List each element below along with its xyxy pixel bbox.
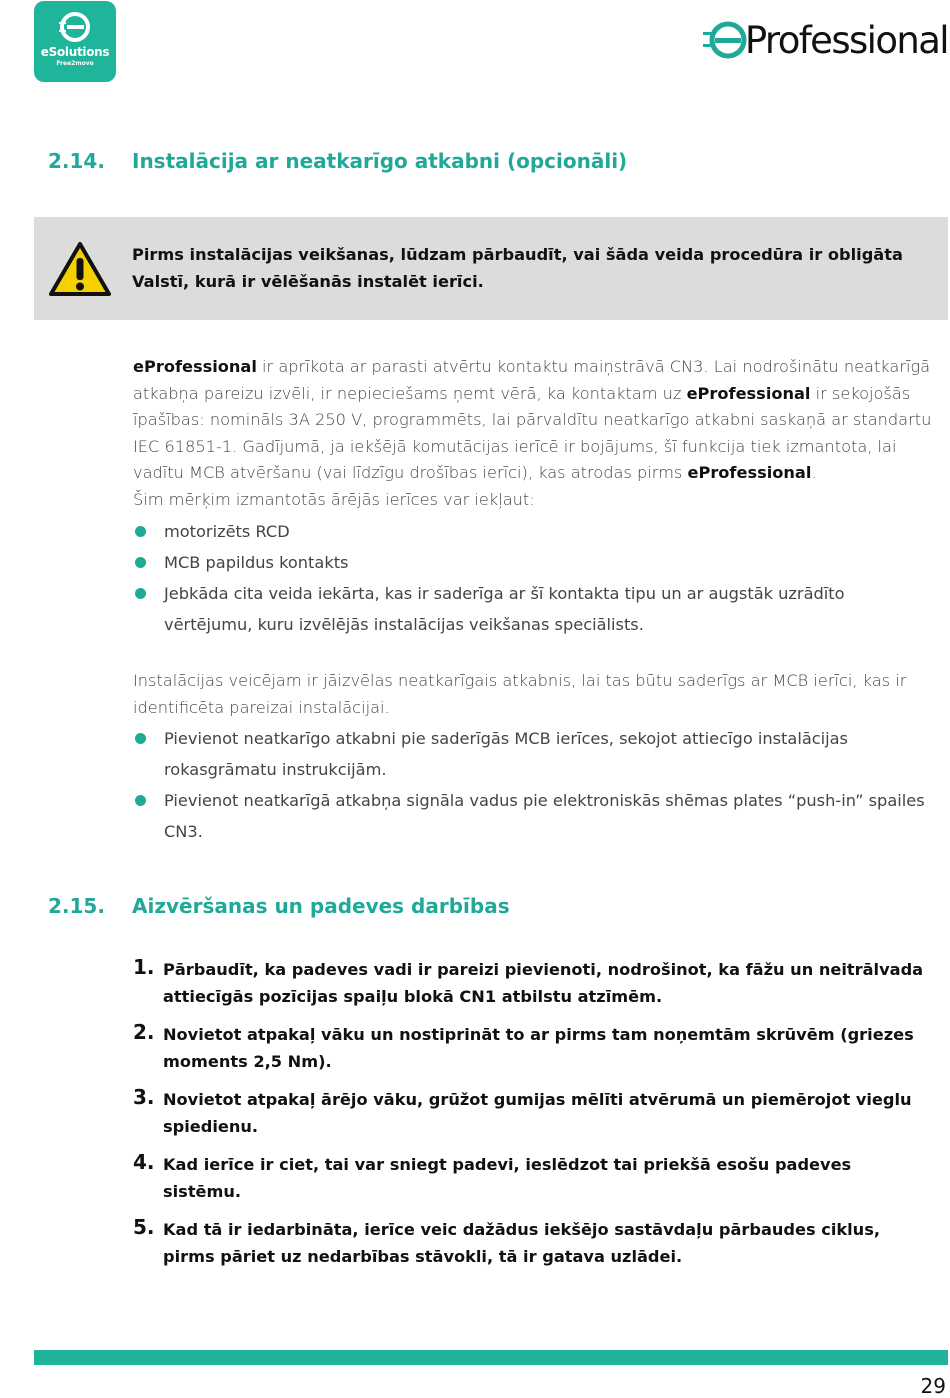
warning-text: Pirms instalācijas veikšanas, lūdzam pārbaudīt, vai šāda veida procedūra ir obligāta Valstī, kurā ir vēlēšanās instalēt ierīci.	[132, 245, 903, 291]
step-number: 4.	[133, 1150, 155, 1174]
step-text: Novietot atpakaļ vāku un nostiprināt to ar pirms tam noņemtām skrūvēm (griezes moments 2,5 Nm).	[163, 1025, 914, 1071]
paragraph-text: ir aprīkota ar parasti atvērtu kontaktu maiņstrāvā CN3. Lai nodrošinātu neatkarīgā atkabņa pareizu izvēli, ir nepieciešams ņemt vērā, ka kontaktam uz	[133, 357, 931, 403]
eprofessional-logo	[701, 14, 948, 66]
section-heading	[48, 894, 510, 918]
section-number: 2.14.	[48, 149, 105, 173]
logo-wordmark: Professional	[744, 18, 948, 62]
list-item	[133, 578, 933, 640]
paragraph-text: .	[811, 463, 817, 483]
bullet-dot	[135, 733, 146, 744]
paragraph-text: ir sekojošās īpašības: nomināls 3A 250 V, programmēts, lai pārvaldītu neatkarīgo atkabni saskaņā ar standartu IEC 61851-1. Gadījumā, ja iekšējā komutācijas ierīcē ir bojājums, šī funkcija tiek izmantota, lai vadītu MCB atvēršanu (vai līdzīgu drošības ierīci), kas atrodas pirms	[133, 383, 932, 483]
paragraph-text: Šim mērķim izmantotās ārējās ierīces var iekļaut:	[133, 489, 535, 509]
installer-paragraph: Instalācijas veicējam ir jāizvēlas neatkarīgais atkabnis, lai tas būtu saderīgs ar MCB ierīci, kas ir identificēta pareizai instalācijai.	[133, 671, 907, 717]
logo-text: eSolutions	[40, 45, 110, 59]
section-title: Instalācija ar neatkarīgo atkabni (opcionāli)	[132, 149, 628, 173]
list-item-text: Jebkāda cita veida iekārta, kas ir saderīga ar šī kontakta tipu un ar augstāk uzrādīto vērtējumu, kuru izvēlējās instalācijas veikšanas speciālists.	[164, 584, 845, 634]
product-name: eProfessional	[686, 383, 811, 403]
step-text: Kad tā ir iedarbināta, ierīce veic dažādus iekšējo sastāvdaļu pārbaudes ciklus, pirms pāriet uz nedarbības stāvokli, tā ir gatava uzlādei.	[163, 1220, 880, 1266]
step-number: 2.	[133, 1020, 155, 1044]
step-item	[133, 1216, 933, 1270]
list-item	[133, 516, 933, 547]
step-item	[133, 1021, 933, 1075]
instruction-list	[133, 723, 933, 847]
bullet-dot	[135, 557, 146, 568]
esolutions-logo	[34, 1, 116, 82]
step-item	[133, 956, 933, 1010]
device-list	[133, 516, 933, 640]
product-name: eProfessional	[133, 357, 257, 376]
step-item	[133, 1151, 933, 1205]
step-number: 3.	[133, 1085, 155, 1109]
page-number: 29	[920, 1374, 946, 1398]
step-number: 5.	[133, 1215, 155, 1239]
bullet-dot	[135, 588, 146, 599]
closing-steps-list	[133, 956, 933, 1281]
warning-triangle-icon	[48, 241, 112, 297]
list-item-text: motorizēts RCD	[164, 522, 290, 541]
list-item	[133, 547, 933, 578]
eprofessional-plug-icon	[701, 17, 747, 63]
section-number: 2.15.	[48, 894, 105, 918]
warning-box	[34, 217, 948, 320]
bullet-dot	[135, 526, 146, 537]
section-title: Aizvēršanas un padeves darbības	[132, 894, 510, 918]
bullet-dot	[135, 795, 146, 806]
footer-bar	[34, 1350, 948, 1365]
list-item	[133, 723, 933, 785]
list-item-text: Pievienot neatkarīgā atkabņa signāla vadus pie elektroniskās shēmas plates “push-in” spailes CN3.	[164, 791, 925, 841]
section-heading	[48, 149, 627, 173]
product-name: eProfessional	[687, 463, 812, 483]
step-text: Pārbaudīt, ka padeves vadi ir pareizi pievienoti, nodrošinot, ka fāžu un neitrālvada attiecīgās pozīcijas spaiļu blokā CN1 atbilstu atzīmēm.	[163, 960, 924, 1006]
esolutions-plug-icon	[57, 11, 93, 43]
list-item-text: MCB papildus kontakts	[164, 553, 349, 572]
step-item	[133, 1086, 933, 1140]
list-item-text: Pievienot neatkarīgo atkabni pie saderīgās MCB ierīces, sekojot attiecīgo instalācijas rokasgrāmatu instrukcijām.	[164, 729, 848, 779]
intro-paragraph	[133, 354, 943, 514]
step-text: Kad ierīce ir ciet, tai var sniegt padevi, ieslēdzot tai priekšā esošu padeves sistēmu.	[163, 1155, 852, 1201]
step-number: 1.	[133, 955, 155, 979]
step-text: Novietot atpakaļ ārējo vāku, grūžot gumijas mēlīti atvērumā un piemērojot vieglu spiedienu.	[163, 1090, 912, 1136]
list-item	[133, 785, 933, 847]
logo-subtext: Free2move	[56, 60, 94, 67]
